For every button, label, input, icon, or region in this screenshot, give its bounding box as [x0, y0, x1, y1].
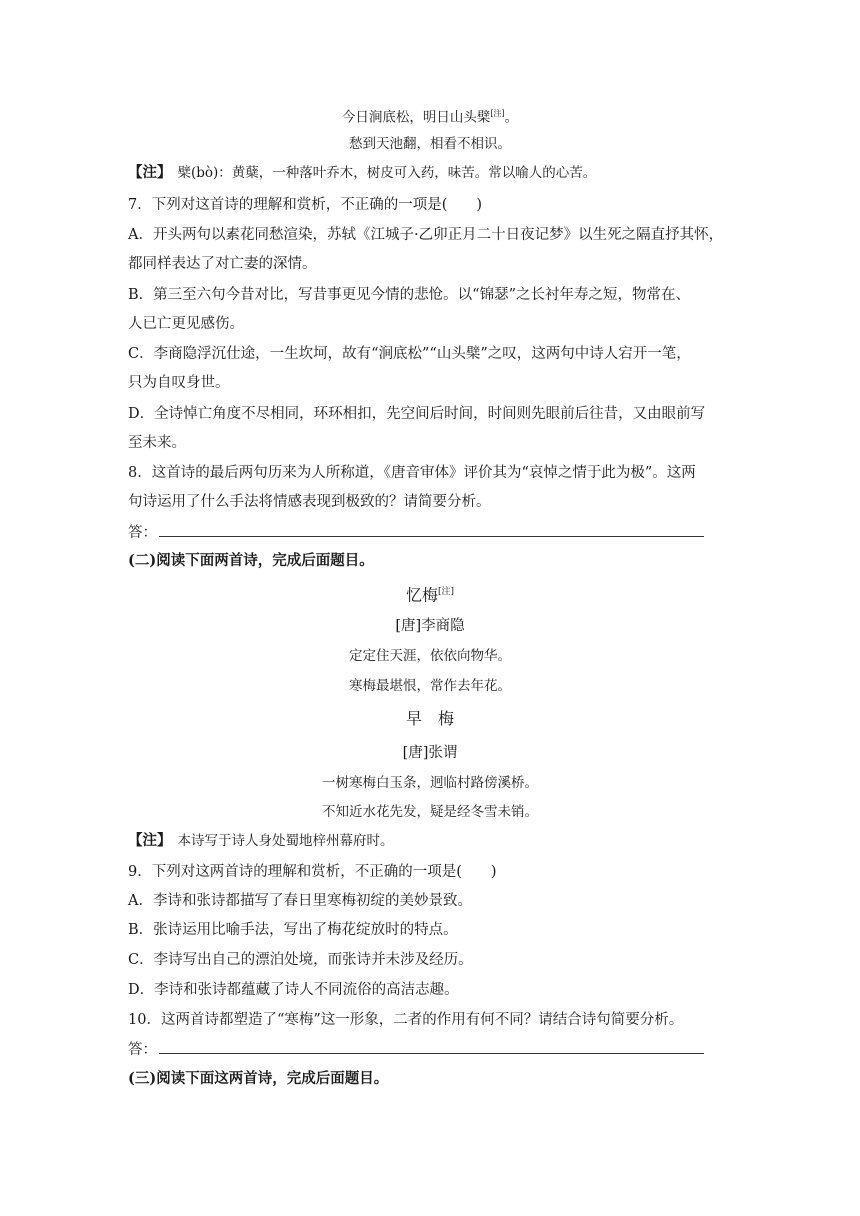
- q7-option-b-line2: 人已亡更见感伤。: [128, 316, 244, 332]
- q10-answer-blank[interactable]: [159, 1039, 704, 1054]
- note1: [128, 163, 740, 183]
- section2-heading: (二)阅读下面两首诗，完成后面题目。: [128, 552, 374, 569]
- q9-option-b: B．张诗运用比喻手法，写出了梅花绽放时的特点。: [128, 922, 458, 938]
- poem1-line1-end: 。: [504, 109, 519, 126]
- q7-option-a-line1: A．开头两句以素花同愁渲染，苏轼《江城子·乙卯正月二十日夜记梦》以生死之隔直抒其怀，: [128, 227, 724, 243]
- q7-stem: 7．下列对这首诗的理解和赏析，不正确的一项是( ): [128, 197, 483, 213]
- note2: [128, 831, 740, 851]
- poem1-note-mark: [注]: [490, 109, 505, 118]
- q8-stem-line2: 句诗运用了什么手法将情感表现到极致的？请简要分析。: [128, 494, 491, 510]
- poem2-title: [0, 582, 860, 605]
- poem1-line2: 愁到天池翻，相看不相识。: [349, 136, 511, 152]
- poem2-line1: 定定住天涯，依依向物华。: [349, 648, 511, 664]
- poem3-line1: 一树寒梅白玉条，迥临村路傍溪桥。: [322, 775, 538, 791]
- q8-answer-blank[interactable]: [159, 522, 704, 537]
- poem3-title: 早 梅: [405, 709, 454, 728]
- note2-tag: 【注】: [128, 832, 172, 849]
- q7-option-c-line2: 只为自叹身世。: [128, 375, 230, 391]
- q7-option-d-line2: 至未来。: [128, 435, 186, 451]
- q10-answer: [128, 1039, 740, 1060]
- poem1-line1-text: 今日涧底松，明日山头檗: [341, 109, 491, 126]
- poem2-author: [唐]李商隐: [395, 618, 465, 634]
- q7-option-a-line2: 都同样表达了对亡妻的深情。: [128, 256, 317, 272]
- q7-option-c-line1: C．李商隐浮沉仕途，一生坎坷，故有“涧底松”“山头檗”之叹，这两句中诗人宕开一笔，: [128, 346, 691, 362]
- poem1-line1: [0, 104, 860, 128]
- q9-option-a: A．李诗和张诗都描写了春日里寒梅初绽的美妙景致。: [128, 893, 472, 909]
- poem3-author: [唐]张谓: [402, 745, 458, 761]
- q8-answer-label: 答：: [128, 525, 157, 541]
- poem2-title-note-mark: [注]: [437, 587, 455, 597]
- q9-option-d: D．李诗和张诗都蕴藏了诗人不同流俗的高洁志趣。: [128, 982, 459, 998]
- note1-text: 檗(bò)：黄蘖，一种落叶乔木，树皮可入药，味苦。常以喻人的心苦。: [177, 165, 597, 181]
- poem2-title-text: 忆梅: [405, 585, 438, 605]
- q10-stem: 10．这两首诗都塑造了“寒梅”这一形象，二者的作用有何不同？请结合诗句简要分析。: [128, 1012, 684, 1028]
- q8-stem-line1: 8．这首诗的最后两句历来为人所称道，《唐音审体》评价其为“哀悼之情于此为极”。这两: [128, 465, 696, 481]
- q9-option-c: C．李诗写出自己的漂泊处境，而张诗并未涉及经历。: [128, 952, 473, 968]
- section3-heading: (三)阅读下面这两首诗，完成后面题目。: [128, 1070, 389, 1087]
- note1-tag: 【注】: [128, 164, 172, 181]
- q10-answer-label: 答：: [128, 1042, 157, 1058]
- q8-answer: [128, 522, 740, 543]
- poem3-line2: 不知近水花先发，疑是经冬雪未销。: [322, 804, 538, 820]
- note2-text: 本诗写于诗人身处蜀地梓州幕府时。: [177, 833, 394, 849]
- poem2-line2: 寒梅最堪恨，常作去年花。: [349, 678, 511, 694]
- q9-stem: 9．下列对这两首诗的理解和赏析，不正确的一项是( ): [128, 864, 497, 880]
- q7-option-d-line1: D．全诗悼亡角度不尽相同，环环相扣，先空间后时间，时间则先眼前后往昔，又由眼前写: [128, 406, 706, 422]
- q7-option-b-line1: B．第三至六句今昔对比，写昔事更见今情的悲怆。以“锦瑟”之长衬年寿之短，物常在、: [128, 287, 690, 303]
